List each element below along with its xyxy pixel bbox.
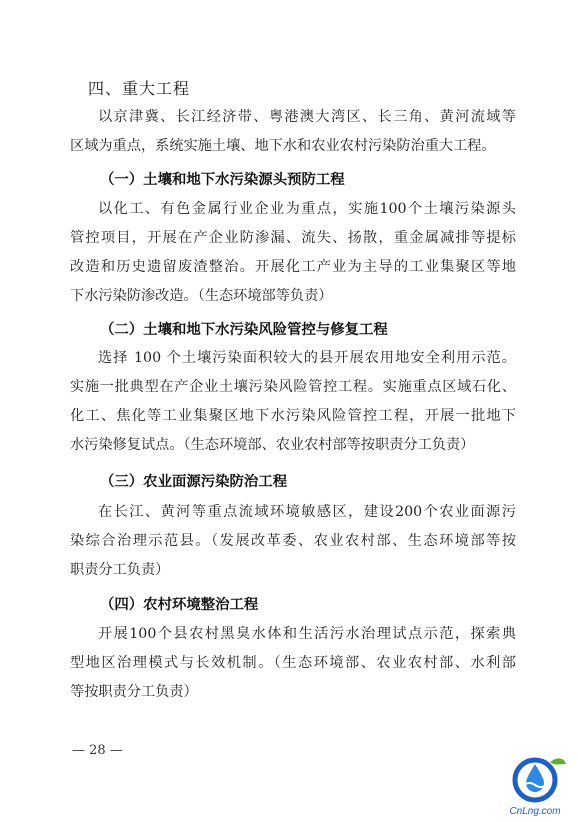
project-2-heading: （二）土壤和地下水污染风险管控与修复工程: [100, 321, 388, 338]
section-title: 四、重大工程: [88, 79, 191, 98]
project-1-body: [70, 195, 516, 311]
page-number: — 28 —: [72, 743, 123, 758]
project-2-line-4: 水污染修复试点。（生态环境部、农业农村部等按职责分工负责）: [70, 437, 475, 453]
project-3-heading: （三）农业面源污染防治工程: [100, 473, 288, 490]
project-4-line-1: 开展100个县农村黑臭水体和生活污水治理试点示范，探索典: [98, 626, 516, 642]
intro-line-2: 区域为重点，系统实施土壤、地下水和农业农村污染防治重大工程。: [70, 138, 496, 154]
project-4-heading: （四）农村环境整治工程: [100, 596, 259, 613]
cnlng-watermark-logo-icon: [498, 752, 572, 818]
project-1-heading: （一）土壤和地下水污染源头预防工程: [100, 171, 345, 188]
project-4-body: [70, 620, 516, 707]
project-3-line-1: 在长江、黄河等重点流域环境敏感区，建设200个农业面源污: [98, 504, 516, 520]
project-1-line-4: 下水污染防渗改造。（生态环境部等负责）: [70, 288, 333, 304]
project-2-line-3: 化工、焦化等工业集聚区地下水污染风险管控工程，开展一批地下: [70, 408, 516, 424]
project-3-body: [70, 498, 516, 585]
project-3-line-2: 染综合治理示范县。（发展改革委、农业农村部、生态环境部等按: [70, 533, 516, 549]
project-2-line-1: 选择 100 个土壤污染面积较大的县开展农用地安全利用示范。: [98, 350, 516, 366]
project-1-line-1: 以化工、有色金属行业企业为重点，实施100个土壤污染源头: [98, 201, 516, 217]
project-4-line-2: 型地区治理模式与长效机制。（生态环境部、农业农村部、水利部: [70, 655, 516, 671]
project-1-line-3: 改造和历史遗留废渣整治。开展化工产业为主导的工业集聚区等地: [70, 259, 516, 275]
project-2-line-2: 实施一批典型在产企业土壤污染风险管控工程。实施重点区域石化、: [70, 379, 516, 395]
intro-paragraph: [70, 103, 516, 161]
project-1-line-2: 管控项目，开展在产企业防渗漏、流失、扬散，重金属减排等提标: [70, 230, 516, 246]
logo-leaf: [550, 758, 566, 764]
intro-line-1: 以京津冀、长江经济带、粤港澳大湾区、长三角、黄河流域等: [98, 109, 516, 125]
project-2-body: [70, 344, 516, 460]
project-3-line-3: 职责分工负责）: [70, 562, 170, 578]
logo-text: CnLng.com: [509, 806, 561, 817]
project-4-line-3: 等按职责分工负责）: [70, 684, 198, 700]
